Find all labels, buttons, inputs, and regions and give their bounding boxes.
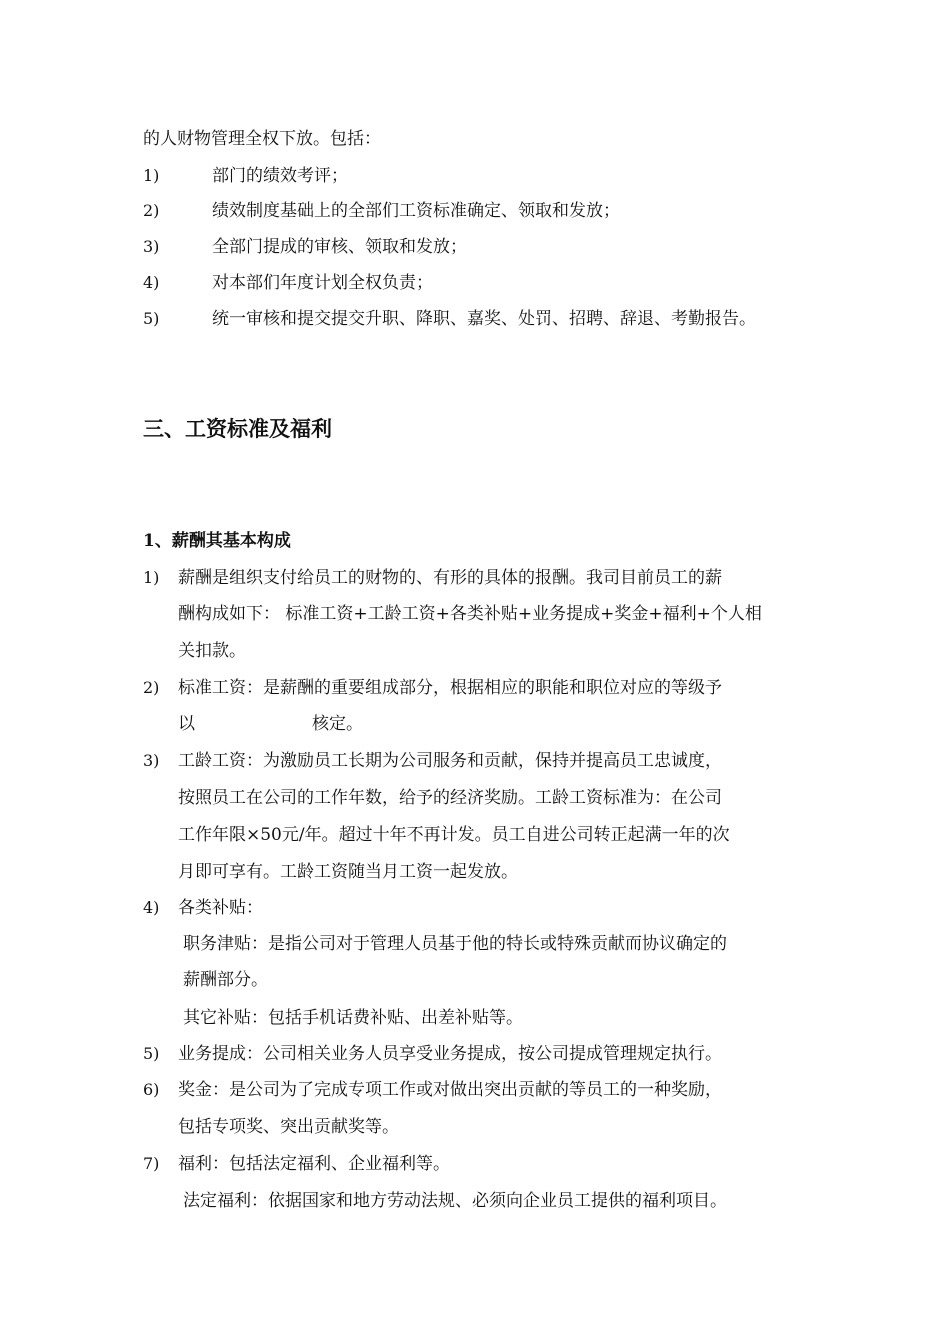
intro-item-3-number: 3): [143, 237, 160, 256]
intro-item-5-number: 5): [143, 309, 160, 328]
item-5-number: 5): [143, 1044, 160, 1063]
intro-item-1-number: 1): [143, 166, 160, 185]
item-7-line-1: 福利：包括法定福利、企业福利等。: [178, 1154, 450, 1174]
item-7-number: 7): [143, 1154, 160, 1173]
intro-item-2-number: 2): [143, 201, 160, 220]
item-1-line-2: 酬构成如下： 标准工资+工龄工资+各类补贴+业务提成+奖金+福利+个人相: [178, 604, 762, 624]
intro-item-4-text: 对本部们年度计划全权负责；: [212, 273, 433, 293]
allowance-line-3: 其它补贴：包括手机话费补贴、出差补贴等。: [183, 1008, 523, 1028]
item-1-line-1: 薪酬是组织支付给员工的财物的、有形的具体的报酬。我司目前员工的薪: [178, 568, 722, 588]
item-4-line-1: 各类补贴：: [178, 898, 263, 918]
item-6-line-1: 奖金：是公司为了完成专项工作或对做出突出贡献的等员工的一种奖励，: [178, 1080, 722, 1100]
item-6-line-2: 包括专项奖、突出贡献奖等。: [178, 1117, 399, 1137]
item-6-number: 6): [143, 1080, 160, 1099]
item-2-line-2a: 以: [178, 714, 195, 734]
item-2-number: 2): [143, 678, 160, 697]
item-1-line-3: 关扣款。: [178, 641, 246, 661]
statutory-benefit-line: 法定福利：依据国家和地方劳动法规、必须向企业员工提供的福利项目。: [183, 1191, 727, 1211]
item-3-number: 3): [143, 751, 160, 770]
subsection-title: 1、薪酬其基本构成: [143, 531, 291, 551]
allowance-line-1: 职务津贴：是指公司对于管理人员基于他的特长或特殊贡献而协议确定的: [183, 934, 727, 954]
intro-item-4-number: 4): [143, 273, 160, 292]
intro-lead: 的人财物管理全权下放。包括：: [143, 129, 381, 149]
intro-item-5-text: 统一审核和提交提交升职、降职、嘉奖、处罚、招聘、辞退、考勤报告。: [212, 309, 756, 329]
intro-item-3-text: 全部门提成的审核、领取和发放；: [212, 237, 467, 257]
item-2-line-1: 标准工资：是薪酬的重要组成部分，根据相应的职能和职位对应的等级予: [178, 678, 722, 698]
item-1-number: 1): [143, 568, 160, 587]
intro-item-1-text: 部门的绩效考评；: [212, 166, 348, 186]
allowance-line-2: 薪酬部分。: [183, 970, 268, 990]
item-3-line-4: 月即可享有。工龄工资随当月工资一起发放。: [178, 862, 518, 882]
item-3-line-3: 工作年限×50元/年。超过十年不再计发。员工自进公司转正起满一年的次: [178, 825, 730, 845]
item-4-number: 4): [143, 898, 160, 917]
intro-item-2-text: 绩效制度基础上的全部们工资标准确定、领取和发放；: [212, 201, 620, 221]
item-3-line-1: 工龄工资：为激励员工长期为公司服务和贡献，保持并提高员工忠诚度，: [178, 751, 722, 771]
section-title: 三、工资标准及福利: [143, 416, 332, 441]
item-5-line-1: 业务提成：公司相关业务人员享受业务提成，按公司提成管理规定执行。: [178, 1044, 722, 1064]
item-2-line-2b: 核定。: [312, 714, 363, 734]
item-3-line-2: 按照员工在公司的工作年数，给予的经济奖励。工龄工资标准为：在公司: [178, 788, 722, 808]
